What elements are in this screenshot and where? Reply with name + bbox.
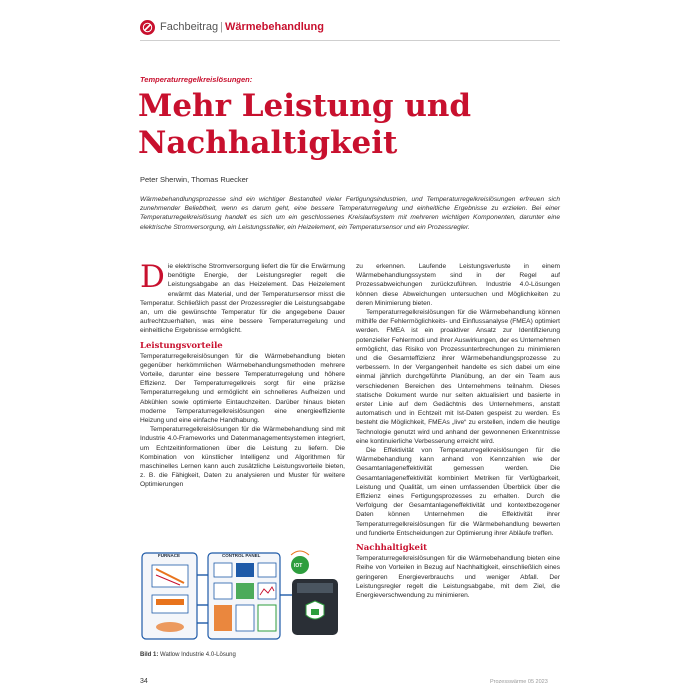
- heading-leistungsvorteile: Leistungsvorteile: [140, 340, 223, 351]
- controller-icon: [236, 563, 254, 577]
- header-separator: |: [220, 21, 223, 33]
- article-authors: Peter Sherwin, Thomas Ruecker: [140, 175, 249, 184]
- furnace-flame-icon: [156, 622, 184, 632]
- section-header: [160, 19, 324, 35]
- furnace-label: FURNACE: [158, 553, 180, 558]
- right-paragraph-3: Die Effektivität von Temperaturregelkreislösungen für die Wärmebehandlung kann anhand von Kennzahlen wie der Gesamtanlageneffektivität gemessen werden. Die Gesamtanlageneffektivität kombiniert Metriken für Verfügbarkeit, Leistung und Qualität, um einen umfassenden Überblick über die Effizienz eines Fertigungsprozesses zu erhalten. Durch die Verfolgung der Gesamtanlageneffektivität und kontextbezogener Daten können Unternehmen die Effektivität ihrer Temperaturregelkreislösungen für die Wärmebehandlung bewerten und fundierte Entscheidungen zur Optimierung ihrer Abläufe treffen.: [356, 447, 560, 537]
- caption-text: Watlow Industrie 4.0-Lösung: [160, 652, 236, 658]
- terminal-block-icon: [236, 605, 254, 631]
- diagram-svg: [140, 545, 345, 645]
- io-module-icon: [258, 605, 276, 631]
- left-column: [140, 259, 345, 490]
- article-kicker: Temperaturregelkreislösungen:: [140, 75, 253, 84]
- heater-control-icon: [214, 605, 232, 631]
- power-supply-icon: [214, 563, 232, 577]
- trend-chart-icon: [258, 583, 276, 599]
- iot-label: IOT: [294, 563, 303, 569]
- section1-paragraph-1: Temperaturregelkreislösungen für die Wärmebehandlung bieten gegenüber herkömmlichen Wärmebehandlungsmethoden mehrere Vorteile, darunter eine bessere Temperaturregelung und höhere Effizienz. Der Temperaturregelkreis sorgt für eine präzise Temperaturregelung und ermöglicht ein schnelleres Aufheizen und Abkühlen sowie optimierte Eintauchzeiten. Darüber hinaus bieten moderne Temperaturregelkreislösungen eine energieeffiziente Heizung und eine einfache Handhabung.: [140, 352, 345, 425]
- sensor-module-icon: [214, 583, 232, 599]
- lock-icon: [311, 609, 319, 615]
- figure-caption: [140, 652, 236, 658]
- right-paragraph-2: Temperaturregelkreislösungen für die Wärmebehandlung können mithilfe der Fehlermöglichkeits- und Einflussanalyse (FMEA) optimiert werden. FMEA ist ein proaktiver Ansatz zur Identifizierung potenzieller Fehlermodi und ihrer Auswirkungen, der es Unternehmen ermöglicht, das Risiko von Prozessunterbrechungen zu minimieren und die Gesamteffizienz ihrer Wärmebehandlungsprozesse zu verbessern. In der Vergangenheit handelte es sich dabei um eine einmal jährlich durchgeführte Planübung, an der ein Team aus verschiedenen Bereichen des Unternehmens teilnahm. Dieses statische Dokument wurde nur selten aktualisiert und basierte in erster Linie auf dem Gedächtnis des Unternehmens, anstatt automatisch und in Echtzeit mit Ist-Daten gespeist zu werden. Es besteht die Möglichkeit, FMEAs „live“ zu erstellen, indem die heutige Technologie genutzt wird und anhand der gewonnenen Erkenntnisse eine kontinuierliche Verbesserung erreicht wird.: [356, 309, 560, 445]
- drop-cap: D: [140, 259, 165, 295]
- gateway-heatsink-icon: [297, 583, 333, 593]
- section-label: Fachbeitrag: [160, 21, 219, 33]
- power-controller-icon: [236, 583, 254, 599]
- magazine-logo-icon: [140, 20, 155, 35]
- page-number: 34: [140, 678, 148, 685]
- right-paragraph-1: zu erkennen. Laufende Leistungsverluste in einem Wärmebehandlungssystem sind in der Regel auf Prozessabweichungen zurückzuführen. Industrie 4.0-Lösungen können diese Abweichungen untersuchen und Möglichkeiten zu deren Minimierung bieten.: [356, 263, 560, 307]
- control-panel-label: CONTROL PANEL: [222, 553, 261, 558]
- article-lead: Wärmebehandlungsprozesse sind ein wichtiger Bestandteil vieler Fertigungsindustrien, und Temperaturregelkreislösungen erfreuen sich zunehmender Beliebtheit, wenn es darum geht, eine bessere Temperaturregelung und einheitliche Ergebnisse zu erzielen. Bei einer Temperaturregelkreislösung handelt es sich um ein geschlossenes Kreislaufsystem mit mehreren wichtigen Komponenten, darunter eine elektrische Stromversorgung, ein Leistungssteller, ein Heizelement, ein Temperatursensor und ein Prozessregler.: [140, 196, 560, 231]
- magazine-issue: Prozesswärme 05 2023: [490, 679, 548, 685]
- display-icon: [258, 563, 276, 577]
- caption-label: Bild 1:: [140, 652, 159, 658]
- heat-zone-icon: [156, 599, 184, 605]
- section2-paragraph-1: Temperaturregelkreislösungen für die Wärmebehandlung bieten eine Reihe von Vorteilen in Bezug auf Nachhaltigkeit, einschließlich eines geringeren Energieverbrauchs und weniger Abfall. Der Leistungsregler regelt die Leistungsabgabe, mit dem Ziel, die Energieverschwendung zu minimieren.: [356, 555, 560, 599]
- article-title: Mehr Leistung und Nachhaltigkeit: [138, 88, 472, 161]
- topic-label: Wärmebehandlung: [224, 21, 324, 33]
- section1-paragraph-2: Temperaturregelkreislösungen für die Wärmebehandlung sind mit Industrie 4.0-Frameworks und Datenmanagementsystemen integriert, um Echtzeitinformationen über die Leistung zu liefern. Die Kombination von künstlicher Intelligenz und Algorithmen für maschinelles Lernen kann auch zusätzliche Leistungsvorteile bieten, z. B. die Fähigkeit, Daten zu analysieren und Muster für weitere Optimierungen: [140, 426, 345, 489]
- right-column: [356, 262, 560, 600]
- header-divider: [140, 40, 560, 41]
- figure-industrie40-diagram: [140, 545, 345, 645]
- intro-paragraph: [140, 259, 345, 336]
- heading-nachhaltigkeit: Nachhaltigkeit: [356, 543, 428, 554]
- wifi-icon: [291, 551, 309, 555]
- intro-text: ie elektrische Stromversorgung liefert die für die Erwärmung benötigte Energie, der Leistungsregler regelt die Leistungsabgabe an das Heizelement. Das Heizelement erwärmt das Material, und der Temperatursensor misst die Temperatur. Schließlich passt der Prozessregler die Leistungsabgabe an, um die gewünschte Temperatur für die angegebene Dauer aufrechtzuerhalten, was eine bessere Temperaturregelung und einheitliche Ergebnisse ermöglicht.: [140, 263, 345, 335]
